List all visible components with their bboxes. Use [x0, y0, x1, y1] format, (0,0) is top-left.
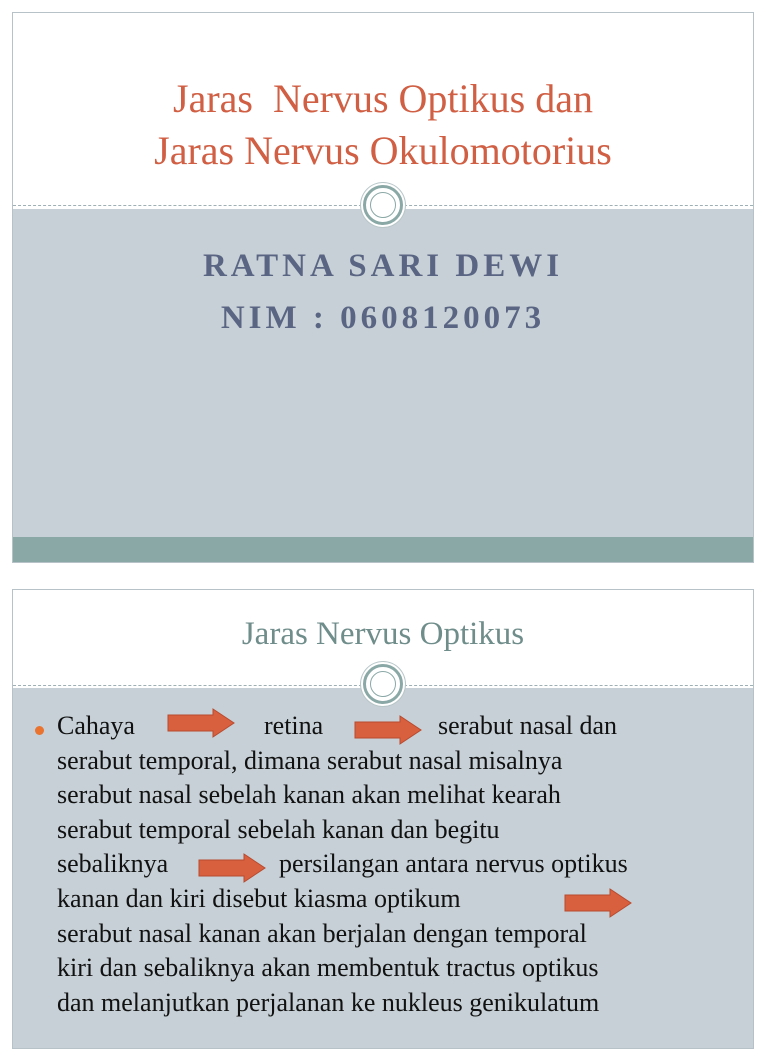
right-arrow-icon — [198, 853, 266, 883]
circle-ring-icon — [363, 185, 403, 225]
text-sebaliknya: sebaliknya — [57, 849, 169, 878]
right-arrow-icon — [564, 888, 632, 918]
right-arrow-icon — [354, 715, 422, 745]
text-line: kanan dan kiri disebut kiasma optikum — [57, 884, 461, 913]
bullet-dot-icon — [35, 726, 44, 735]
title-line-1: Jaras Nervus Optikus dan — [173, 76, 593, 121]
text-line: kiri dan sebaliknya akan membentuk tractus optikus — [57, 953, 599, 982]
title-line-2: Jaras Nervus Okulomotorius — [154, 128, 612, 173]
text-line: serabut temporal, dimana serabut nasal misalnya — [57, 746, 563, 775]
author-name: RATNA SARI DEWI — [202, 248, 564, 284]
author-block — [13, 240, 753, 344]
text-line: dan melanjutkan perjalanan ke nukleus genikulatum — [57, 988, 600, 1017]
text-serabut-nasal: serabut nasal dan — [438, 711, 618, 740]
student-id: NIM : 0608120073 — [220, 300, 546, 336]
text-retina: retina — [264, 711, 324, 740]
presentation-title — [13, 73, 753, 177]
title-slide — [12, 12, 754, 563]
text-line: serabut nasal kanan akan berjalan dengan temporal — [57, 919, 587, 948]
content-slide — [12, 589, 754, 1049]
text-line: serabut nasal sebelah kanan akan melihat kearah — [57, 780, 561, 809]
slide-title: Jaras Nervus Optikus — [241, 616, 525, 652]
bottom-band — [13, 537, 753, 563]
right-arrow-icon — [167, 708, 235, 738]
text-line: serabut temporal sebelah kanan dan begitu — [57, 815, 500, 844]
circle-ring-icon — [363, 664, 403, 704]
text-persilangan: persilangan antara nervus optikus — [279, 849, 628, 878]
text-cahaya: Cahaya — [57, 711, 135, 740]
